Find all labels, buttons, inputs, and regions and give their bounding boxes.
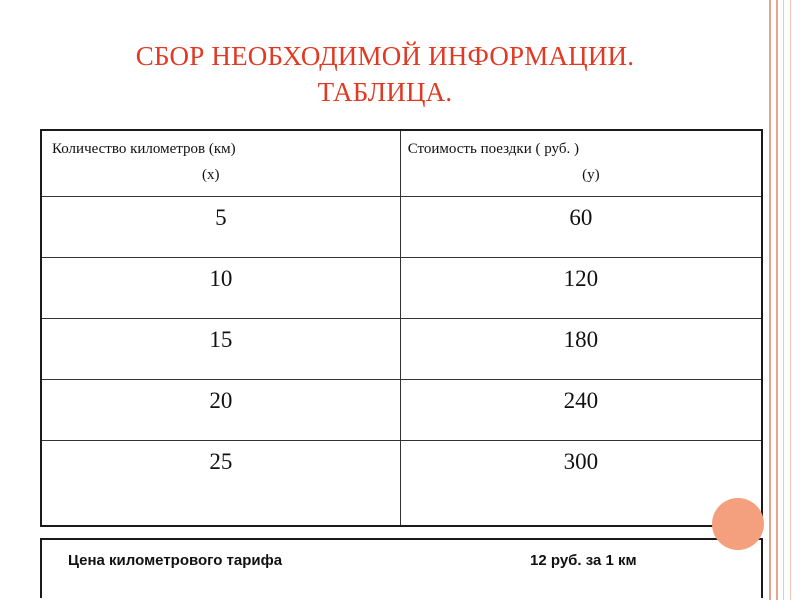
- tariff-value: 12 руб. за 1 км: [530, 552, 637, 569]
- decor-stripe: [790, 0, 791, 600]
- cell-cost: 300: [400, 440, 762, 526]
- cell-cost: 120: [400, 257, 762, 318]
- table-row: [41, 257, 762, 318]
- cell-km: 20: [41, 379, 400, 440]
- data-table: [40, 129, 763, 527]
- header-km-variable: (х): [202, 167, 220, 183]
- slide-title-line-1: СБОР НЕОБХОДИМОЙ ИНФОРМАЦИИ.: [135, 41, 635, 71]
- cell-km: 10: [41, 257, 400, 318]
- tariff-label: Цена километрового тарифа: [68, 552, 283, 569]
- header-cell-cost: [400, 130, 762, 196]
- slide-title-line-2: ТАБЛИЦА.: [317, 77, 453, 107]
- table-header-row: [41, 130, 762, 196]
- header-cost-label: Стоимость поездки ( руб. ): [407, 141, 579, 157]
- decor-circle: [712, 498, 764, 550]
- cell-km: 15: [41, 318, 400, 379]
- table-row: [41, 379, 762, 440]
- cell-cost: 180: [400, 318, 762, 379]
- slide-title: [40, 38, 730, 110]
- cell-km: 5: [41, 196, 400, 257]
- decor-stripe: [776, 0, 778, 600]
- decor-stripe: [769, 0, 771, 600]
- cell-cost: 240: [400, 379, 762, 440]
- header-cell-km: [41, 130, 400, 196]
- table-row: [41, 196, 762, 257]
- decor-stripe: [783, 0, 784, 600]
- cell-km: 25: [41, 440, 400, 526]
- header-km-label: Количество километров (км): [52, 141, 236, 157]
- tariff-box: [40, 538, 763, 598]
- table-row: [41, 440, 762, 526]
- header-cost-variable: (у): [582, 167, 600, 183]
- cell-cost: 60: [400, 196, 762, 257]
- table-row: [41, 318, 762, 379]
